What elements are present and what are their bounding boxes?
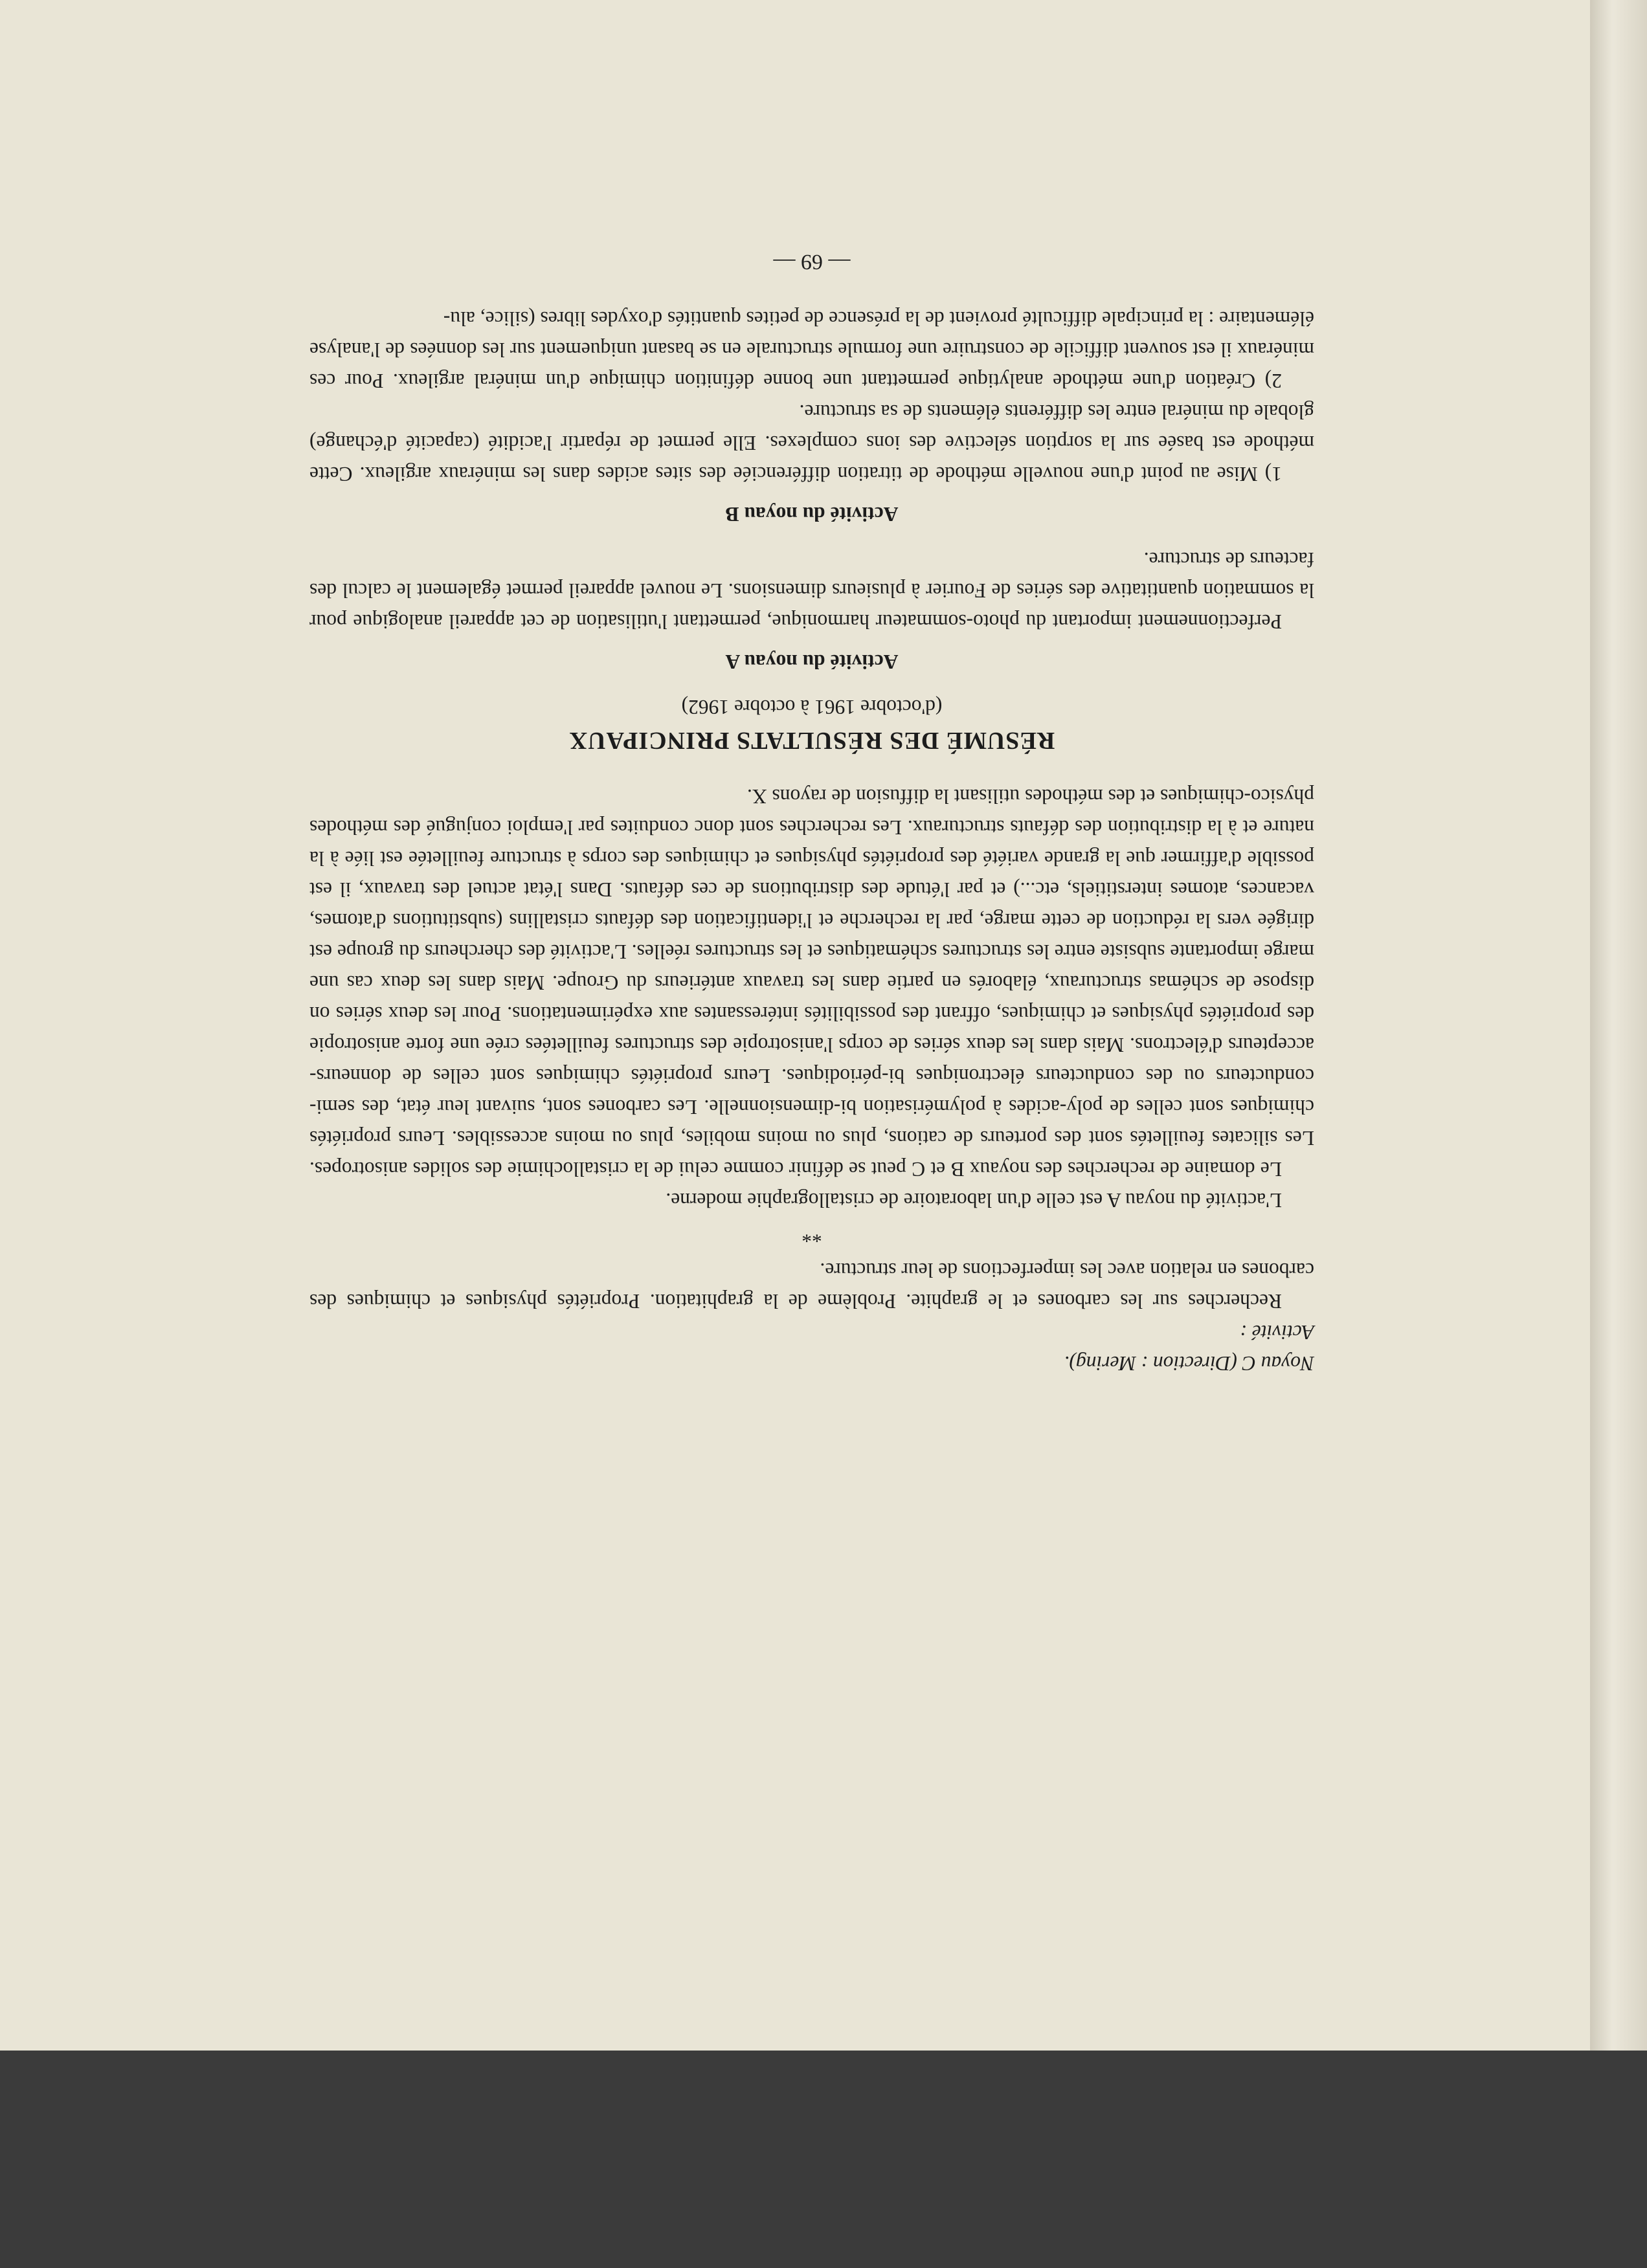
resume-title: RÉSUMÉ DES RÉSULTATS PRINCIPAUX [568, 727, 1055, 754]
activite-label-text: Activité : [1240, 1321, 1314, 1344]
noyau-a-paragraph: Perfectionnement important du photo-sommateur harmonique, permettant l'utilisation de cet appareil analogique pour la sommation quantitative des séries de Fourier à plusieurs dimensions. Le nouvel appareil permet également le calcul des facteurs de structure. [309, 548, 1314, 633]
noyau-b-heading: Activité du noyau B [725, 503, 899, 526]
noyau-b-paragraph-1: 1) Mise au point d'une nouvelle méthode de titration différenciée des sites acides dans les minéraux argileux. Cette méthode est basée sur la sorption sélective des ions complexes. Elle permet de répartir l'acidité (capacité d'échange) globale du minéral entre les différents éléments de sa structure. [309, 401, 1314, 485]
page-text-rotated [309, 220, 1314, 1379]
page-edge [1590, 0, 1647, 2051]
resume-subtitle: (d'octobre 1961 à octobre 1962) [681, 696, 943, 718]
noyau-c-header-text: Noyau C (Direction : Mering). [1064, 1352, 1314, 1375]
noyau-b-paragraph-2: 2) Création d'une méthode analytique permettant une bonne définition chimique d'un minéral argileux. Pour ces minéraux il est souvent difficile de construire une formule structurale en se basant uniquement sur les données de l'analyse élémentaire : la principale difficulté provient de la présence de petites quantités d'oxydes libres (silice, alu- [309, 307, 1314, 392]
noyau-c-paragraph: Recherches sur les carbones et le graphite. Problème de la graphitation. Propriétés physiques et chimiques des carbones en relation avec les imperfections de leur structure. [309, 1259, 1314, 1313]
activite-label [309, 1317, 1314, 1348]
section-stars: ** [801, 1224, 822, 1247]
scanner-background [0, 2051, 1647, 2268]
page-number: — 69 — [773, 250, 851, 274]
noyau-c-header [309, 1348, 1314, 1379]
noyau-a-heading: Activité du noyau A [725, 650, 899, 673]
noyau-a-activity: L'activité du noyau A est celle d'un laboratoire de cristallographie moderne. [666, 1189, 1282, 1212]
main-paragraph: Le domaine de recherches des noyaux B et C peut se définir comme celui de la cristallochimie des solides anisotropes. Les silicates feuilletés sont des porteurs de cations, plus ou moins mobiles, plus ou moins accessibles. Leurs propriétés chimiques sont celles de poly-acides à polymérisation bi-dimensionnelle. Les carbones sont, suivant leur état, des semi-conducteurs ou des conducteurs électroniques bi-périodiques. Leurs propriétés chimiques sont celles de donneurs-accepteurs d'électrons. Mais dans les deux séries de corps l'anisotropie des structures feuilletées crée une forte anisotropie des propriétés physiques et chimiques, offrant des possibilités intéressantes aux expérimentations. Pour les deux séries on dispose de schémas structuraux, élaborés en partie dans les travaux antérieurs du Groupe. Mais dans les deux cas une marge importante subsiste entre les structures schématiques et les structures réelles. L'activité des chercheurs du groupe est dirigée vers la réduction de cette marge, par la recherche et l'identification des défauts cristallins (substitutions d'atomes, vacances, atomes interstitiels, etc...) et par l'étude des distributions de ces défauts. Dans l'état actuel des travaux, il est possible d'affirmer que la grande variété des propriétés physiques et chimiques des corps à structure feuilletée est liée à la nature et à la distribution des défauts structuraux. Les recherches sont donc conduites par l'emploi conjugué des méthodes physico-chimiques et des méthodes utilisant la diffusion de rayons X. [309, 785, 1314, 1181]
